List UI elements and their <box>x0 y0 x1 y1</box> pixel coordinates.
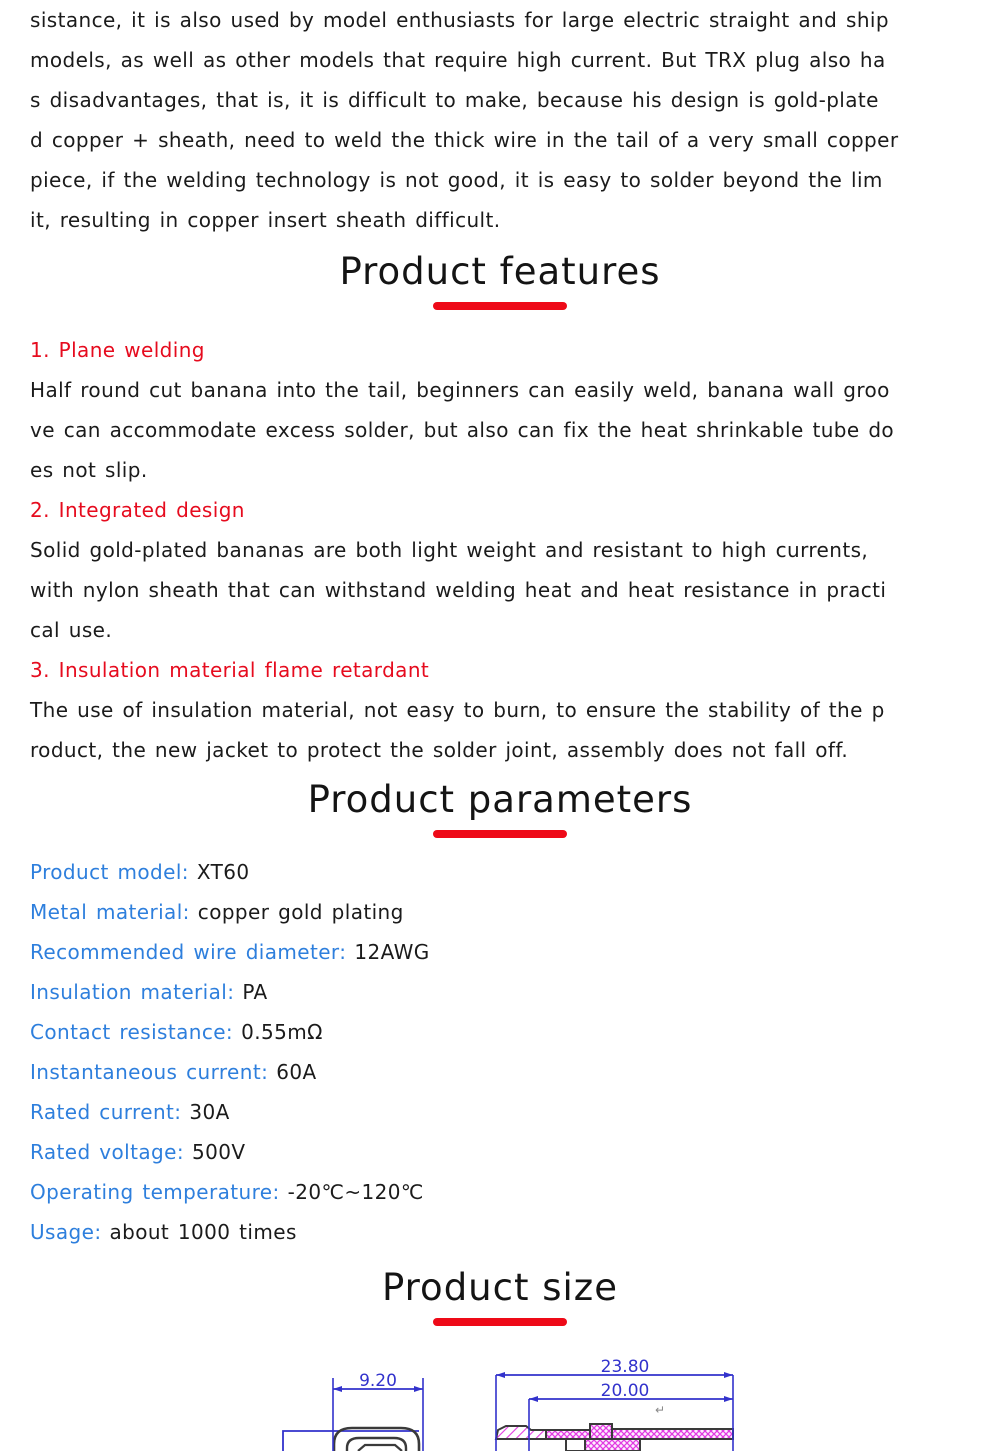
feature-body-line: ve can accommodate excess solder, but also can fix the heat shrinkable tube do <box>30 418 895 442</box>
dimension-label-outer: 23.80 <box>600 1357 650 1377</box>
feature-body-line: Half round cut banana into the tail, beginners can easily weld, banana wall groo <box>30 378 890 402</box>
dimension-label-width: 9.20 <box>359 1371 397 1391</box>
section-right-strip <box>612 1429 733 1439</box>
parameter-value: 12AWG <box>354 940 430 964</box>
feature-body-line: cal use. <box>30 618 113 642</box>
parameter-label: Operating temperature: <box>30 1180 280 1204</box>
feature-body-line: es not slip. <box>30 458 148 482</box>
parameter-row <box>30 932 1000 972</box>
feature-body-line: The use of insulation material, not easy to burn, to ensure the stability of the p <box>30 698 885 722</box>
parameter-row <box>30 852 1000 892</box>
parameter-label: Product model: <box>30 860 189 884</box>
parameter-row <box>30 1172 1000 1212</box>
red-underline-bar <box>433 302 567 310</box>
parameter-label: Contact resistance: <box>30 1020 234 1044</box>
parameter-value: 60A <box>276 1060 317 1084</box>
parameter-value: copper gold plating <box>197 900 404 924</box>
red-underline-bar <box>433 1318 567 1326</box>
intro-line: models, as well as other models that require high current. But TRX plug also ha <box>30 48 886 72</box>
red-underline-bar <box>433 830 567 838</box>
intro-line: d copper + sheath, need to weld the thick wire in the tail of a very small copper <box>30 128 899 152</box>
parameters-heading: Product parameters <box>307 778 693 821</box>
parameter-value: 500V <box>191 1140 246 1164</box>
arrowhead-icon <box>529 1396 538 1402</box>
parameter-value: XT60 <box>196 860 250 884</box>
parameter-row <box>30 1012 1000 1052</box>
connector-cavity <box>358 1445 402 1451</box>
feature-body-line: with nylon sheath that can withstand welding heat and heat resistance in practi <box>30 578 887 602</box>
parameter-label: Instantaneous current: <box>30 1060 269 1084</box>
parameter-value: PA <box>242 980 268 1004</box>
parameter-label: Metal material: <box>30 900 190 924</box>
parameter-row <box>30 1092 1000 1132</box>
arrowhead-icon <box>724 1396 733 1402</box>
feature-title: 2. Integrated design <box>30 498 245 522</box>
parameters-section-header <box>0 778 1000 838</box>
size-section-header <box>0 1266 1000 1326</box>
parameter-row <box>30 1132 1000 1172</box>
feature-body-line: roduct, the new jacket to protect the solder joint, assembly does not fall off. <box>30 738 849 762</box>
features-heading: Product features <box>339 250 661 293</box>
section-bump <box>496 1426 546 1439</box>
parameter-value: 30A <box>189 1100 230 1124</box>
left-connector-drawing <box>283 1371 423 1451</box>
cursor-mark-icon: ↵ <box>655 1403 666 1417</box>
feature-title: 1. Plane welding <box>30 338 205 362</box>
intro-paragraph <box>0 0 1000 240</box>
section-strip <box>546 1430 590 1439</box>
size-heading: Product size <box>382 1266 618 1309</box>
section-notch <box>566 1439 585 1451</box>
parameter-row <box>30 892 1000 932</box>
parameter-row <box>30 1052 1000 1092</box>
arrowhead-icon <box>333 1386 342 1392</box>
technical-drawing-svg <box>0 1350 1000 1451</box>
parameter-label: Recommended wire diameter: <box>30 940 347 964</box>
parameters-list <box>0 852 1000 1252</box>
parameter-label: Rated current: <box>30 1100 182 1124</box>
intro-line: sistance, it is also used by model enthusiasts for large electric straight and ship <box>30 8 889 32</box>
parameter-value: about 1000 times <box>109 1220 297 1244</box>
size-drawings <box>0 1350 1000 1451</box>
arrowhead-icon <box>724 1372 733 1378</box>
arrowhead-icon <box>414 1386 423 1392</box>
feature-title: 3. Insulation material flame retardant <box>30 658 430 682</box>
parameter-label: Insulation material: <box>30 980 235 1004</box>
parameter-row <box>30 1212 1000 1252</box>
intro-line: s disadvantages, that is, it is difficult to make, because his design is gold-plate <box>30 88 879 112</box>
parameter-label: Usage: <box>30 1220 102 1244</box>
feature-body-line: Solid gold-plated bananas are both light weight and resistant to high currents, <box>30 538 869 562</box>
section-lower-block <box>585 1439 640 1451</box>
parameter-value: 0.55mΩ <box>241 1020 323 1044</box>
intro-line: piece, if the welding technology is not good, it is easy to solder beyond the lim <box>30 168 883 192</box>
parameter-value: -20℃~120℃ <box>287 1180 424 1204</box>
intro-line: it, resulting in copper insert sheath difficult. <box>30 208 501 232</box>
parameter-label: Rated voltage: <box>30 1140 184 1164</box>
parameter-row <box>30 972 1000 1012</box>
arrowhead-icon <box>496 1372 505 1378</box>
features-section-header <box>0 250 1000 310</box>
right-connector-drawing <box>496 1357 733 1451</box>
dimension-label-inner: 20.00 <box>600 1381 650 1401</box>
features-list <box>0 330 1000 770</box>
